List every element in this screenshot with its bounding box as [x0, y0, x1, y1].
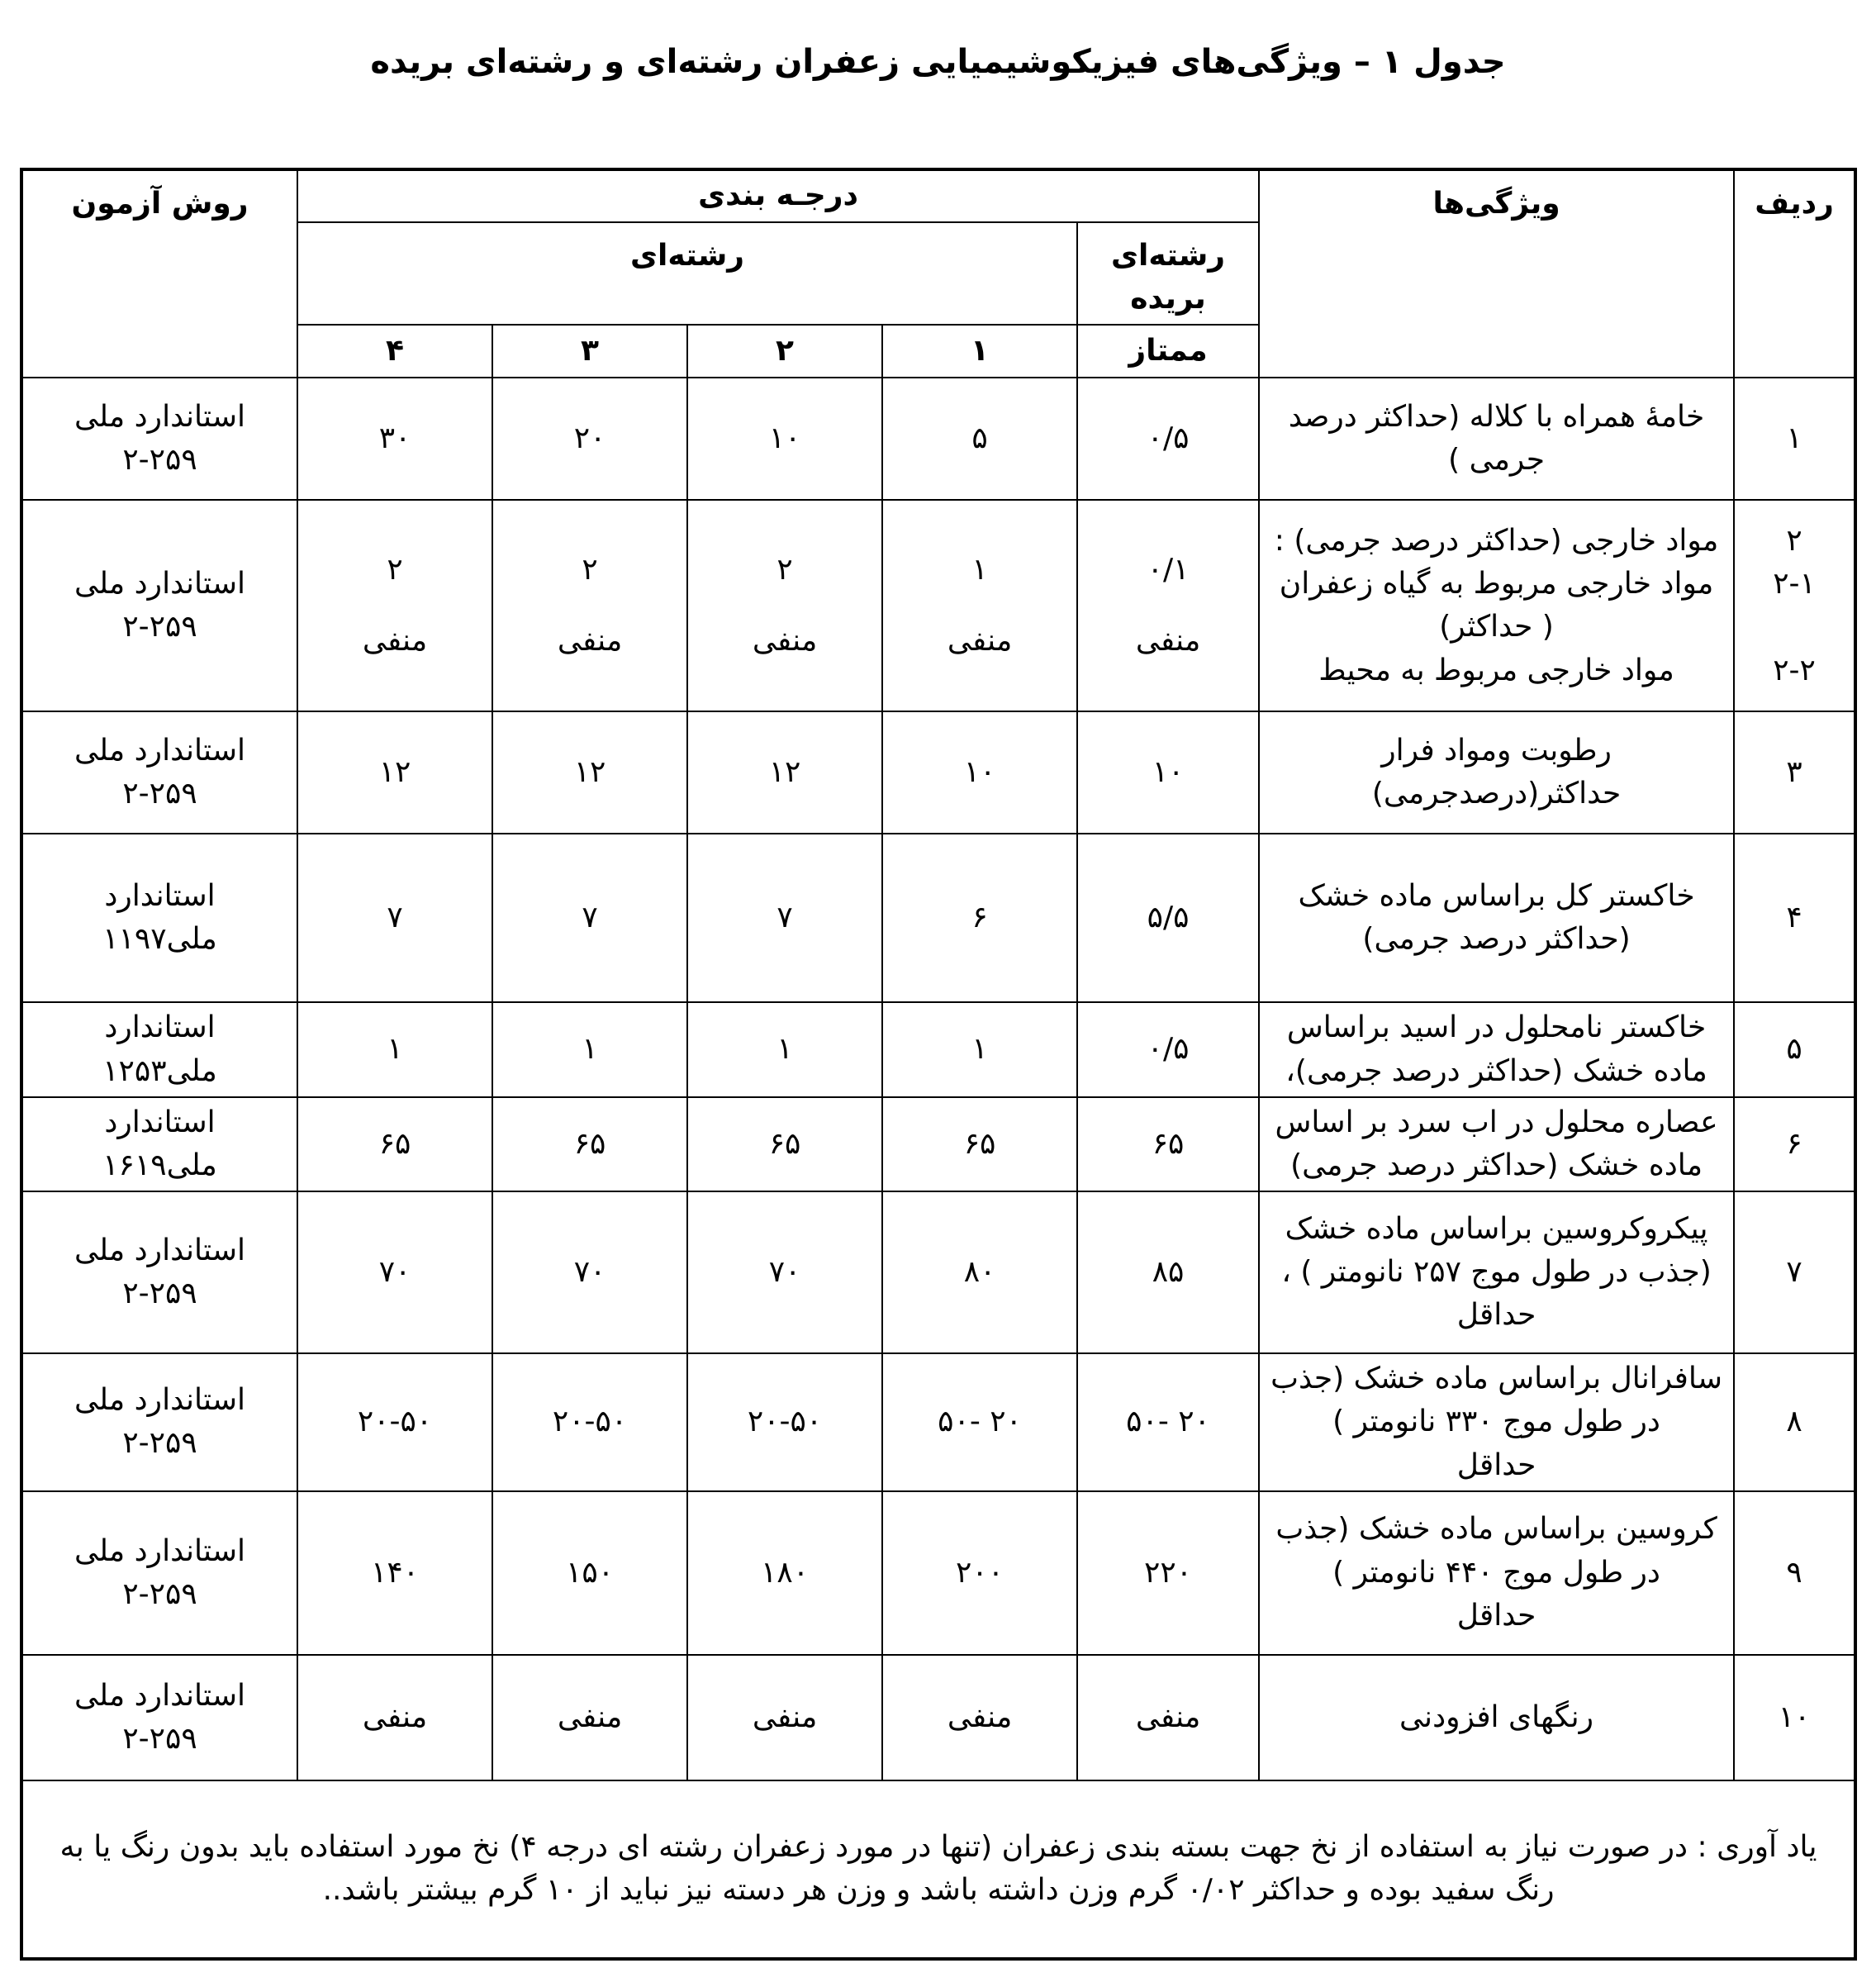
cell-line: ۵/۵ — [1147, 901, 1190, 935]
cell-line: منفی — [557, 624, 623, 658]
cell-line: استاندارد ملی — [74, 1383, 245, 1418]
cell-line: ۱۸۰ — [761, 1555, 810, 1590]
cell-line: (جذب در طول موج ۲۵۷ نانومتر ) ، — [1281, 1255, 1712, 1290]
header-grade-excellent: ممتاز — [1077, 325, 1259, 378]
cell-line: ۵ — [971, 421, 988, 456]
cell-line: ۸ — [1786, 1405, 1802, 1439]
cell-line: ۹ — [1786, 1555, 1802, 1590]
cell-line: استاندارد ملی — [74, 1533, 245, 1568]
grade-value-cell — [687, 378, 882, 500]
cell-line: ۷۰ — [768, 1255, 801, 1290]
grade-value-cell — [492, 1353, 687, 1491]
cell-line: ملی۱۲۵۳ — [102, 1053, 217, 1088]
cell-line: ۷۰ — [573, 1255, 606, 1290]
grade-value-cell — [882, 1491, 1077, 1655]
cell-line: ۲۰ -۵۰ — [938, 1405, 1022, 1439]
grade-value-cell — [297, 834, 492, 1002]
grade-value-cell — [297, 1491, 492, 1655]
cell-line: مواد خارجی مربوط به محیط — [1318, 653, 1674, 687]
saffron-properties-table — [20, 168, 1857, 1961]
cell-line: ملی۱۶۱۹ — [102, 1148, 217, 1182]
header-grade-3: ۳ — [492, 325, 687, 378]
cell-line: ۱۵۰ — [566, 1555, 615, 1590]
grade-value-cell — [297, 378, 492, 500]
grade-value-cell — [687, 1191, 882, 1353]
cell-line: ۱ — [971, 1032, 988, 1067]
grade-value-cell — [1077, 1655, 1259, 1780]
cell-line: ۰/۵ — [1147, 421, 1190, 456]
table-row — [21, 1191, 1855, 1353]
grade-value-cell — [1077, 1191, 1259, 1353]
cell-line: ۲ — [582, 553, 598, 587]
cell-line: خاکستر نامحلول در اسید براساس — [1286, 1010, 1707, 1045]
cell-line: ۳ — [1786, 755, 1802, 790]
cell-line: ۱۰ — [963, 755, 996, 790]
cell-line: ۱ — [777, 1032, 793, 1067]
cell-line: منفی — [947, 1699, 1013, 1734]
cell-line: ۷ — [387, 901, 403, 935]
cell-line: حداکثر(درصدجرمی) — [1371, 777, 1622, 811]
feature-cell — [1259, 1655, 1734, 1780]
row-number — [1734, 1002, 1855, 1096]
cell-line: ملی۱۱۹۷ — [102, 922, 217, 957]
row-number — [1734, 1655, 1855, 1780]
cell-line: ۶۵ — [378, 1126, 411, 1161]
cell-line: حداقل — [1456, 1598, 1536, 1633]
cell-line: ۲۰-۵۰ — [747, 1405, 823, 1439]
grade-value-cell — [1077, 378, 1259, 500]
cell-line: ۶ — [971, 901, 988, 935]
cell-line: ۲-۲۵۹ — [122, 443, 197, 478]
cell-line: ۲-۲۵۹ — [122, 1576, 197, 1611]
cell-line: کروسین براساس ماده خشک (جذب — [1275, 1512, 1717, 1547]
grade-value-cell — [492, 1002, 687, 1096]
grade-value-cell — [882, 1191, 1077, 1353]
cell-line: ۲۰-۵۰ — [357, 1405, 433, 1439]
grade-value-cell — [492, 1191, 687, 1353]
cell-line: ( حداکثر) — [1439, 610, 1554, 644]
cell-line: پیکروکروسین براساس ماده خشک — [1285, 1211, 1708, 1246]
cell-line: منفی — [1135, 1699, 1201, 1734]
cell-line: ۱ — [1786, 421, 1802, 456]
cell-line: ماده خشک (حداکثر درصد جرمی)، — [1285, 1053, 1707, 1088]
grade-value-cell — [687, 1002, 882, 1096]
grade-value-cell — [297, 1191, 492, 1353]
table-row — [21, 834, 1855, 1002]
grade-value-cell — [882, 500, 1077, 711]
grade-value-cell — [687, 834, 882, 1002]
grade-value-cell — [1077, 1353, 1259, 1491]
grade-value-cell — [297, 1353, 492, 1491]
feature-cell — [1259, 711, 1734, 834]
cell-line — [1743, 606, 1845, 649]
cell-line: ۲-۲۵۹ — [122, 610, 197, 644]
feature-cell — [1259, 500, 1734, 711]
cell-line: ۶۵ — [963, 1126, 996, 1161]
cell-line: در طول موج ۳۳۰ نانومتر ) — [1332, 1405, 1660, 1439]
cell-line: ۲۰۰ — [956, 1555, 1004, 1590]
cell-line: ۱ — [971, 553, 988, 587]
row-number — [1734, 1491, 1855, 1655]
cell-line: جرمی ) — [1448, 443, 1545, 478]
test-method-cell — [21, 500, 297, 711]
cell-line: ۱۲ — [573, 755, 606, 790]
cell-line: ۲ — [777, 553, 793, 587]
table-row — [21, 711, 1855, 834]
grade-value-cell — [687, 711, 882, 834]
cell-line: ۲۲۰ — [1144, 1555, 1193, 1590]
header-threads: رشته‌ای — [297, 222, 1077, 325]
cell-line: ۱۰ — [1778, 1699, 1811, 1734]
footnote: یاد آوری : در صورت نیاز به استفاده از نخ جهت بسته بندی زعفران (تنها در مورد زعفران رشته ای درجه ۴) نخ مورد استفاده باید بدون رنگ یا به رنگ سفید بوده و حداکثر ۰/۰۲ گرم وزن داشته باشد و وزن هر دسته نیز نباید از ۱۰ گرم بیشتر باشد.. — [21, 1780, 1855, 1959]
cell-line: استاندارد ملی — [74, 400, 245, 435]
row-number — [1734, 500, 1855, 711]
cell-line: منفی — [947, 624, 1013, 658]
cell-line: منفی — [557, 1699, 623, 1734]
cell-line: ۷ — [582, 901, 598, 935]
cell-line: ۲-۱ — [1773, 567, 1816, 601]
row-number — [1734, 1191, 1855, 1353]
cell-line: ۸۰ — [963, 1255, 996, 1290]
cell-line: ماده خشک (حداکثر درصد جرمی) — [1290, 1148, 1703, 1182]
cell-line: ۲-۲۵۹ — [122, 1276, 197, 1311]
cell-line: ۱ — [582, 1032, 598, 1067]
grade-value-cell — [1077, 711, 1259, 834]
cell-line: منفی — [362, 624, 428, 658]
cell-line: ۱۰ — [768, 421, 801, 456]
cell-line: ۶ — [1786, 1126, 1802, 1161]
grade-value-cell — [687, 1491, 882, 1655]
cell-line: استاندارد — [104, 1010, 216, 1045]
grade-value-cell — [492, 834, 687, 1002]
cell-line: حداقل — [1456, 1447, 1536, 1482]
row-number — [1734, 834, 1855, 1002]
grade-value-cell — [1077, 1491, 1259, 1655]
grade-value-cell — [492, 1097, 687, 1191]
cell-line: منفی — [362, 1699, 428, 1734]
cell-line: خاکستر کل براساس ماده خشک — [1298, 879, 1695, 914]
cell-line: ۲ — [387, 553, 403, 587]
table-row — [21, 1097, 1855, 1191]
cell-line: ۲۰ -۵۰ — [1126, 1405, 1210, 1439]
header-row-no: ردیف — [1734, 169, 1855, 378]
cell-line: ۱ — [387, 1032, 403, 1067]
cell-line: ۲ — [1786, 524, 1802, 558]
header-grade-2: ۲ — [687, 325, 882, 378]
grade-value-cell — [882, 1353, 1077, 1491]
grade-value-cell — [1077, 834, 1259, 1002]
table-title: جدول ۱ – ویژگی‌های فیزیکوشیمیایی زعفران رشته‌ای و رشته‌ای بریده — [370, 43, 1506, 81]
table-row — [21, 1353, 1855, 1491]
grade-value-cell — [297, 1002, 492, 1096]
cell-line: ۲۰ — [573, 421, 606, 456]
grade-value-cell — [492, 1655, 687, 1780]
grade-value-cell — [687, 500, 882, 711]
test-method-cell — [21, 834, 297, 1002]
test-method-cell — [21, 1491, 297, 1655]
cell-line: سافرانال براساس ماده خشک (جذب — [1270, 1362, 1722, 1396]
cell-line: استاندارد ملی — [74, 567, 245, 601]
test-method-cell — [21, 1353, 297, 1491]
test-method-cell — [21, 711, 297, 834]
cell-line: خامهٔ همراه با کلاله (حداکثر درصد — [1288, 400, 1705, 435]
cell-line: ۲-۲۵۹ — [122, 1426, 197, 1461]
header-grade-4: ۴ — [297, 325, 492, 378]
feature-cell — [1259, 834, 1734, 1002]
feature-cell — [1259, 378, 1734, 500]
cell-line: رطوبت ومواد فرار — [1381, 734, 1612, 768]
cell-line: ۸۵ — [1152, 1255, 1185, 1290]
cell-line: منفی — [752, 624, 818, 658]
cell-line: مواد خارجی مربوط به گیاه زعفران — [1279, 567, 1714, 601]
cell-line: ۲-۲۵۹ — [122, 1721, 197, 1756]
grade-value-cell — [882, 834, 1077, 1002]
cell-line: ۲-۲ — [1773, 653, 1816, 687]
cell-line: استاندارد ملی — [74, 734, 245, 768]
table-body — [21, 378, 1855, 1780]
grade-value-cell — [297, 1655, 492, 1780]
cell-line: استاندارد ملی — [74, 1233, 245, 1267]
feature-cell — [1259, 1097, 1734, 1191]
table-row — [21, 500, 1855, 711]
grade-value-cell — [882, 1002, 1077, 1096]
test-method-cell — [21, 1002, 297, 1096]
cell-line: رنگهای افزودنی — [1399, 1699, 1594, 1734]
row-number — [1734, 378, 1855, 500]
grade-value-cell — [297, 500, 492, 711]
grade-value-cell — [297, 1097, 492, 1191]
grade-value-cell — [882, 378, 1077, 500]
grade-value-cell — [492, 1491, 687, 1655]
cell-line: استاندارد — [104, 1105, 216, 1139]
grade-value-cell — [1077, 1097, 1259, 1191]
header-grading: درجـه بندی — [297, 169, 1259, 222]
feature-cell — [1259, 1002, 1734, 1096]
cell-line: ۷۰ — [378, 1255, 411, 1290]
cell-line: منفی — [1135, 624, 1201, 658]
test-method-cell — [21, 1097, 297, 1191]
grade-value-cell — [687, 1353, 882, 1491]
test-method-cell — [21, 1191, 297, 1353]
cell-line: استاندارد ملی — [74, 1678, 245, 1713]
grade-value-cell — [492, 500, 687, 711]
cell-line: ۶۵ — [768, 1126, 801, 1161]
test-method-cell — [21, 1655, 297, 1780]
cell-line: ۲۰-۵۰ — [552, 1405, 628, 1439]
grade-value-cell — [687, 1655, 882, 1780]
test-method-cell — [21, 378, 297, 500]
cell-line: ۴ — [1786, 901, 1802, 935]
feature-cell — [1259, 1353, 1734, 1491]
cell-line: ۷ — [1786, 1255, 1802, 1290]
header-features: ویژگی‌ها — [1259, 169, 1734, 378]
row-number — [1734, 711, 1855, 834]
feature-cell — [1259, 1191, 1734, 1353]
grade-value-cell — [1077, 1002, 1259, 1096]
cell-line: (حداکثر درصد جرمی) — [1362, 922, 1631, 957]
cell-line: ۱۴۰ — [371, 1555, 420, 1590]
cell-line: ۱۲ — [378, 755, 411, 790]
cell-line: ۱۲ — [768, 755, 801, 790]
table-row — [21, 1002, 1855, 1096]
cell-line: ۳۰ — [378, 421, 411, 456]
cell-line: ۶۵ — [1152, 1126, 1185, 1161]
grade-value-cell — [492, 711, 687, 834]
cell-line: ۰/۱ — [1147, 553, 1190, 587]
cell-line: حداقل — [1456, 1298, 1536, 1333]
cell-line: ۱۰ — [1152, 755, 1185, 790]
table-row — [21, 1655, 1855, 1780]
grade-value-cell — [297, 711, 492, 834]
grade-value-cell — [882, 1655, 1077, 1780]
feature-cell — [1259, 1491, 1734, 1655]
table-row — [21, 378, 1855, 500]
row-number — [1734, 1353, 1855, 1491]
cell-line: ۵ — [1786, 1032, 1802, 1067]
cell-line: ۷ — [777, 901, 793, 935]
grade-value-cell — [687, 1097, 882, 1191]
cell-line: ۰/۵ — [1147, 1032, 1190, 1067]
grade-value-cell — [882, 711, 1077, 834]
header-cut-threads: رشته‌ای بریده — [1077, 222, 1259, 325]
header-grade-1: ۱ — [882, 325, 1077, 378]
grade-value-cell — [882, 1097, 1077, 1191]
cell-line: استاندارد — [104, 879, 216, 914]
cell-line: منفی — [752, 1699, 818, 1734]
cell-line: در طول موج ۴۴۰ نانومتر ) — [1332, 1555, 1660, 1590]
cell-line: مواد خارجی (حداکثر درصد جرمی) : — [1274, 524, 1719, 558]
header-test-method: روش آزمون — [21, 169, 297, 378]
grade-value-cell — [1077, 500, 1259, 711]
table-row — [21, 1491, 1855, 1655]
row-number — [1734, 1097, 1855, 1191]
grade-value-cell — [492, 378, 687, 500]
cell-line: ۲-۲۵۹ — [122, 777, 197, 811]
cell-line: عصاره محلول در اب سرد بر اساس — [1275, 1105, 1718, 1139]
cell-line: ۶۵ — [573, 1126, 606, 1161]
